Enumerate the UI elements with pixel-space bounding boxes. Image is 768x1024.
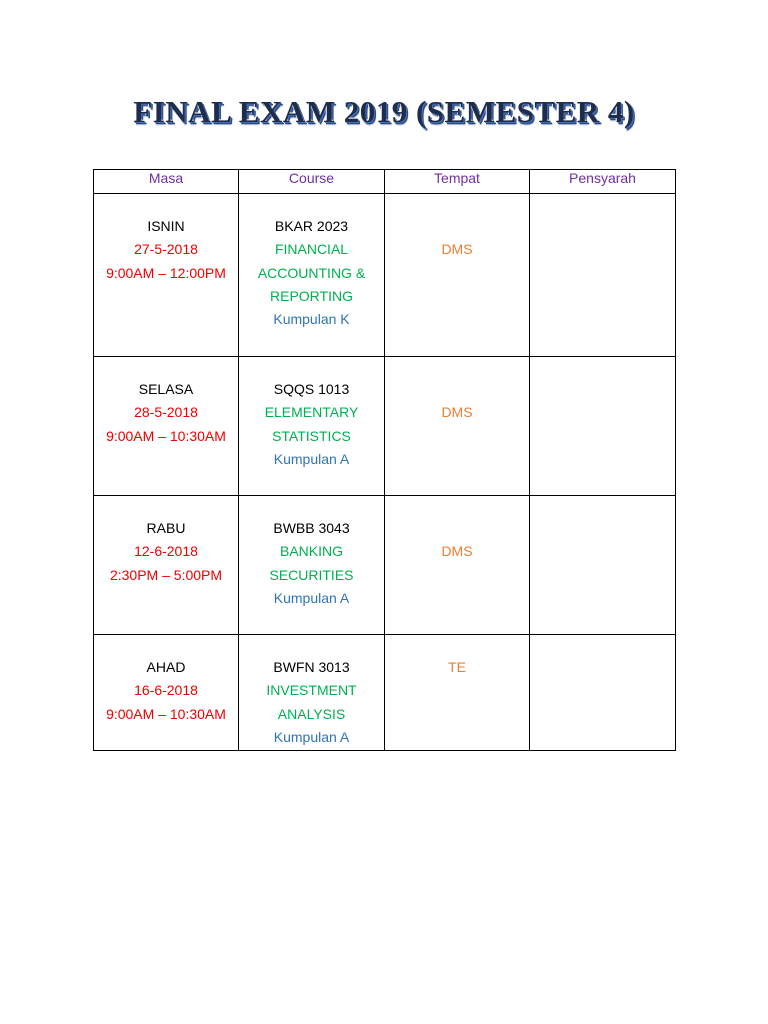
course-group: Kumpulan K bbox=[273, 311, 350, 328]
masa-cell bbox=[94, 357, 239, 496]
table-row bbox=[94, 635, 676, 751]
course-cell bbox=[239, 357, 385, 496]
column-header-course: Course bbox=[239, 170, 385, 194]
tempat-cell bbox=[385, 357, 530, 496]
course-cell bbox=[239, 635, 385, 751]
column-header-tempat: Tempat bbox=[385, 170, 530, 194]
exam-venue: DMS bbox=[441, 404, 473, 420]
exam-venue: DMS bbox=[441, 543, 473, 559]
lecturer-name bbox=[530, 357, 675, 378]
lecturer-name bbox=[530, 635, 675, 656]
column-header-pensyarah: Pensyarah bbox=[530, 170, 676, 194]
course-group: Kumpulan A bbox=[273, 728, 350, 745]
exam-day: AHAD bbox=[146, 659, 186, 675]
lecturer-name bbox=[530, 194, 675, 215]
pensyarah-cell bbox=[530, 357, 676, 496]
course-name-line: ELEMENTARY bbox=[264, 404, 359, 421]
course-name-line: INVESTMENT bbox=[266, 682, 357, 699]
masa-cell bbox=[94, 635, 239, 751]
course-cell bbox=[239, 194, 385, 357]
exam-time: 9:00AM – 10:30AM bbox=[106, 427, 226, 444]
column-header-masa: Masa bbox=[94, 170, 239, 194]
course-name-line: BANKING bbox=[279, 543, 343, 560]
exam-date: 12-6-2018 bbox=[134, 543, 198, 560]
tempat-cell bbox=[385, 194, 530, 357]
course-group: Kumpulan A bbox=[273, 589, 350, 606]
pensyarah-cell bbox=[530, 194, 676, 357]
exam-day: SELASA bbox=[138, 381, 194, 397]
masa-cell bbox=[94, 194, 239, 357]
exam-schedule-table bbox=[93, 169, 676, 751]
exam-date: 28-5-2018 bbox=[134, 404, 198, 421]
pensyarah-cell bbox=[530, 635, 676, 751]
page-title: FINAL EXAM 2019 (SEMESTER 4) bbox=[133, 94, 635, 129]
course-name-line: STATISTICS bbox=[272, 427, 351, 444]
table-row bbox=[94, 194, 676, 357]
course-code: BKAR 2023 bbox=[274, 218, 349, 234]
exam-time: 9:00AM – 12:00PM bbox=[106, 264, 226, 281]
table-header-row bbox=[94, 170, 676, 194]
table-row bbox=[94, 496, 676, 635]
tempat-cell bbox=[385, 635, 530, 751]
tempat-cell bbox=[385, 496, 530, 635]
exam-date: 16-6-2018 bbox=[134, 682, 198, 699]
table-row bbox=[94, 357, 676, 496]
exam-venue: TE bbox=[448, 659, 466, 675]
course-name-line: SECURITIES bbox=[269, 566, 354, 583]
course-cell bbox=[239, 496, 385, 635]
exam-venue: DMS bbox=[441, 241, 473, 257]
course-name-line: FINANCIAL bbox=[274, 241, 349, 258]
course-name-line: ACCOUNTING & bbox=[257, 264, 366, 281]
course-code: SQQS 1013 bbox=[273, 381, 350, 397]
course-name-line: ANALYSIS bbox=[277, 705, 346, 722]
course-name-line: REPORTING bbox=[270, 287, 353, 304]
pensyarah-cell bbox=[530, 496, 676, 635]
exam-time: 2:30PM – 5:00PM bbox=[109, 566, 223, 583]
exam-date: 27-5-2018 bbox=[134, 241, 198, 258]
course-group: Kumpulan A bbox=[273, 450, 350, 467]
course-code: BWFN 3013 bbox=[273, 659, 350, 675]
masa-cell bbox=[94, 496, 239, 635]
course-code: BWBB 3043 bbox=[273, 520, 350, 536]
exam-time: 9:00AM – 10:30AM bbox=[106, 705, 226, 722]
exam-day: RABU bbox=[146, 520, 186, 536]
exam-day: ISNIN bbox=[147, 218, 185, 234]
lecturer-name bbox=[530, 496, 675, 517]
